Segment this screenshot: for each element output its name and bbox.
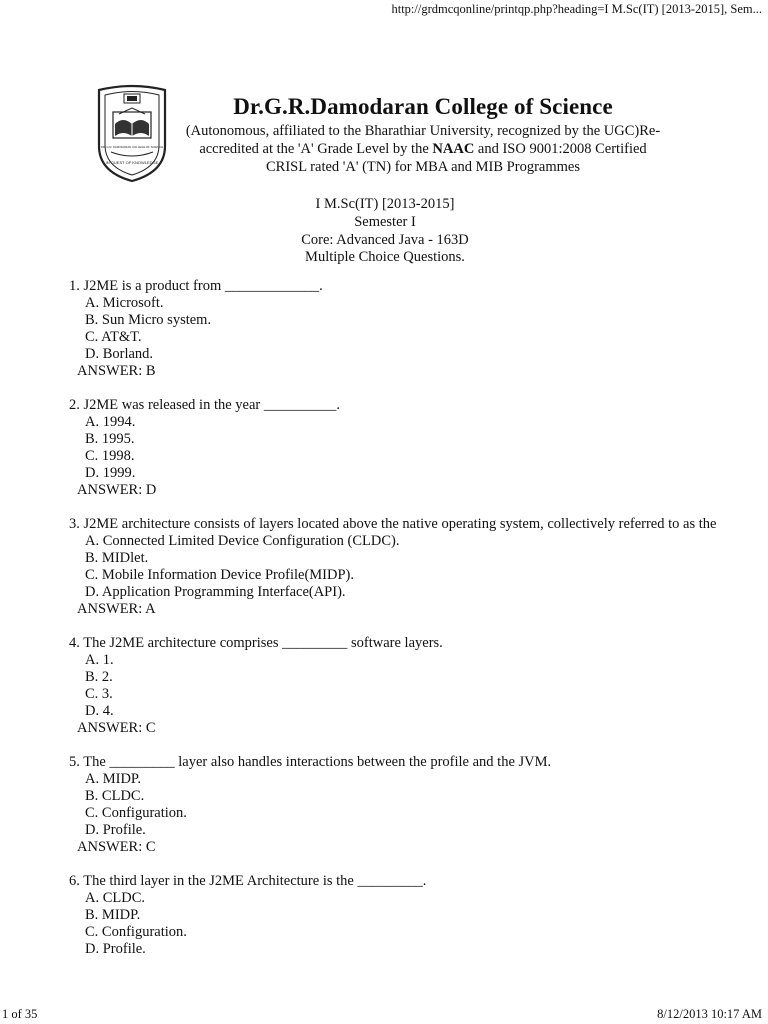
question-option: C. Mobile Information Device Profile(MIDP).: [85, 567, 355, 583]
question-option: B. 1995.: [85, 431, 135, 447]
question-option: A. 1994.: [85, 414, 136, 430]
print-url-header: http://grdmcqonline/printqp.php?heading=I M.Sc(IT) [2013-2015], Sem...: [391, 2, 762, 16]
question-option: A. MIDP.: [85, 771, 141, 787]
question-answer: ANSWER: D: [77, 482, 157, 498]
question-option: D. 4.: [85, 703, 114, 719]
question-option: D. Borland.: [85, 346, 154, 362]
question-item: [69, 873, 729, 958]
exam-type: Multiple Choice Questions.: [305, 249, 465, 266]
question-option: B. MIDlet.: [85, 550, 149, 566]
question-option: A. Microsoft.: [85, 295, 164, 311]
question-text: 2. J2ME was released in the year __________.: [69, 397, 341, 413]
affiliation-line-2-end: and ISO 9001:2008 Certified: [474, 141, 647, 157]
college-crest-logo: [93, 84, 171, 184]
question-option: B. CLDC.: [85, 788, 145, 804]
logo-ring-text: DR. G.R. DAMODARAN COLLEGE OF SCIENCE: [100, 145, 164, 149]
question-item: [69, 397, 729, 499]
exam-course: I M.Sc(IT) [2013-2015]: [315, 196, 455, 212]
question-text: 6. The third layer in the J2ME Architecture is the _________.: [69, 873, 427, 889]
print-datetime: 8/12/2013 10:17 AM: [657, 1007, 762, 1021]
question-item: [69, 278, 729, 380]
affiliation-line-2-start: accredited at the 'A' Grade Level by the: [199, 141, 433, 157]
question-option: C. 1998.: [85, 448, 135, 464]
question-text: 1. J2ME is a product from _____________.: [69, 278, 323, 294]
question-answer: ANSWER: B: [77, 363, 156, 379]
question-text: 5. The _________ layer also handles interactions between the profile and the JVM.: [69, 754, 552, 770]
question-item: [69, 754, 729, 856]
exam-info: [200, 196, 570, 267]
college-affiliation: [170, 122, 676, 176]
question-option: D. Profile.: [85, 941, 146, 957]
question-text: 4. The J2ME architecture comprises _________ software layers.: [69, 635, 443, 651]
question-option: C. AT&T.: [85, 329, 142, 345]
question-option: C. Configuration.: [85, 924, 187, 940]
college-name: Dr.G.R.Damodaran College of Science: [233, 94, 613, 119]
question-option: B. 2.: [85, 669, 113, 685]
question-option: C. Configuration.: [85, 805, 187, 821]
affiliation-line-3: CRISL rated 'A' (TN) for MBA and MIB Programmes: [266, 159, 580, 175]
question-answer: ANSWER: A: [77, 601, 156, 617]
question-option: D. Profile.: [85, 822, 146, 838]
question-list: [69, 278, 729, 975]
naac-text: NAAC: [432, 141, 475, 157]
exam-subject: Core: Advanced Java - 163D: [301, 231, 469, 248]
question-option: A. CLDC.: [85, 890, 146, 906]
question-answer: ANSWER: C: [77, 720, 156, 736]
affiliation-line-1: (Autonomous, affiliated to the Bharathiar University, recognized by the UGC)Re-: [185, 123, 661, 139]
affiliation-line-2: [170, 140, 676, 158]
question-option: D. Application Programming Interface(API).: [85, 584, 346, 600]
question-option: A. Connected Limited Device Configuration (CLDC).: [85, 533, 400, 549]
page-counter: 1 of 35: [2, 1007, 38, 1021]
question-option: C. 3.: [85, 686, 113, 702]
question-option: B. MIDP.: [85, 907, 141, 923]
question-item: [69, 516, 729, 618]
question-option: A. 1.: [85, 652, 114, 668]
question-option: B. Sun Micro system.: [85, 312, 212, 328]
question-text: 3. J2ME architecture consists of layers located above the native operating system, collectively referred to as the: [69, 516, 717, 532]
exam-semester: Semester I: [354, 213, 416, 230]
question-item: [69, 635, 729, 737]
logo-motto-text: IN QUEST OF KNOWLEDGE: [105, 160, 159, 165]
question-answer: ANSWER: C: [77, 839, 156, 855]
question-option: D. 1999.: [85, 465, 136, 481]
